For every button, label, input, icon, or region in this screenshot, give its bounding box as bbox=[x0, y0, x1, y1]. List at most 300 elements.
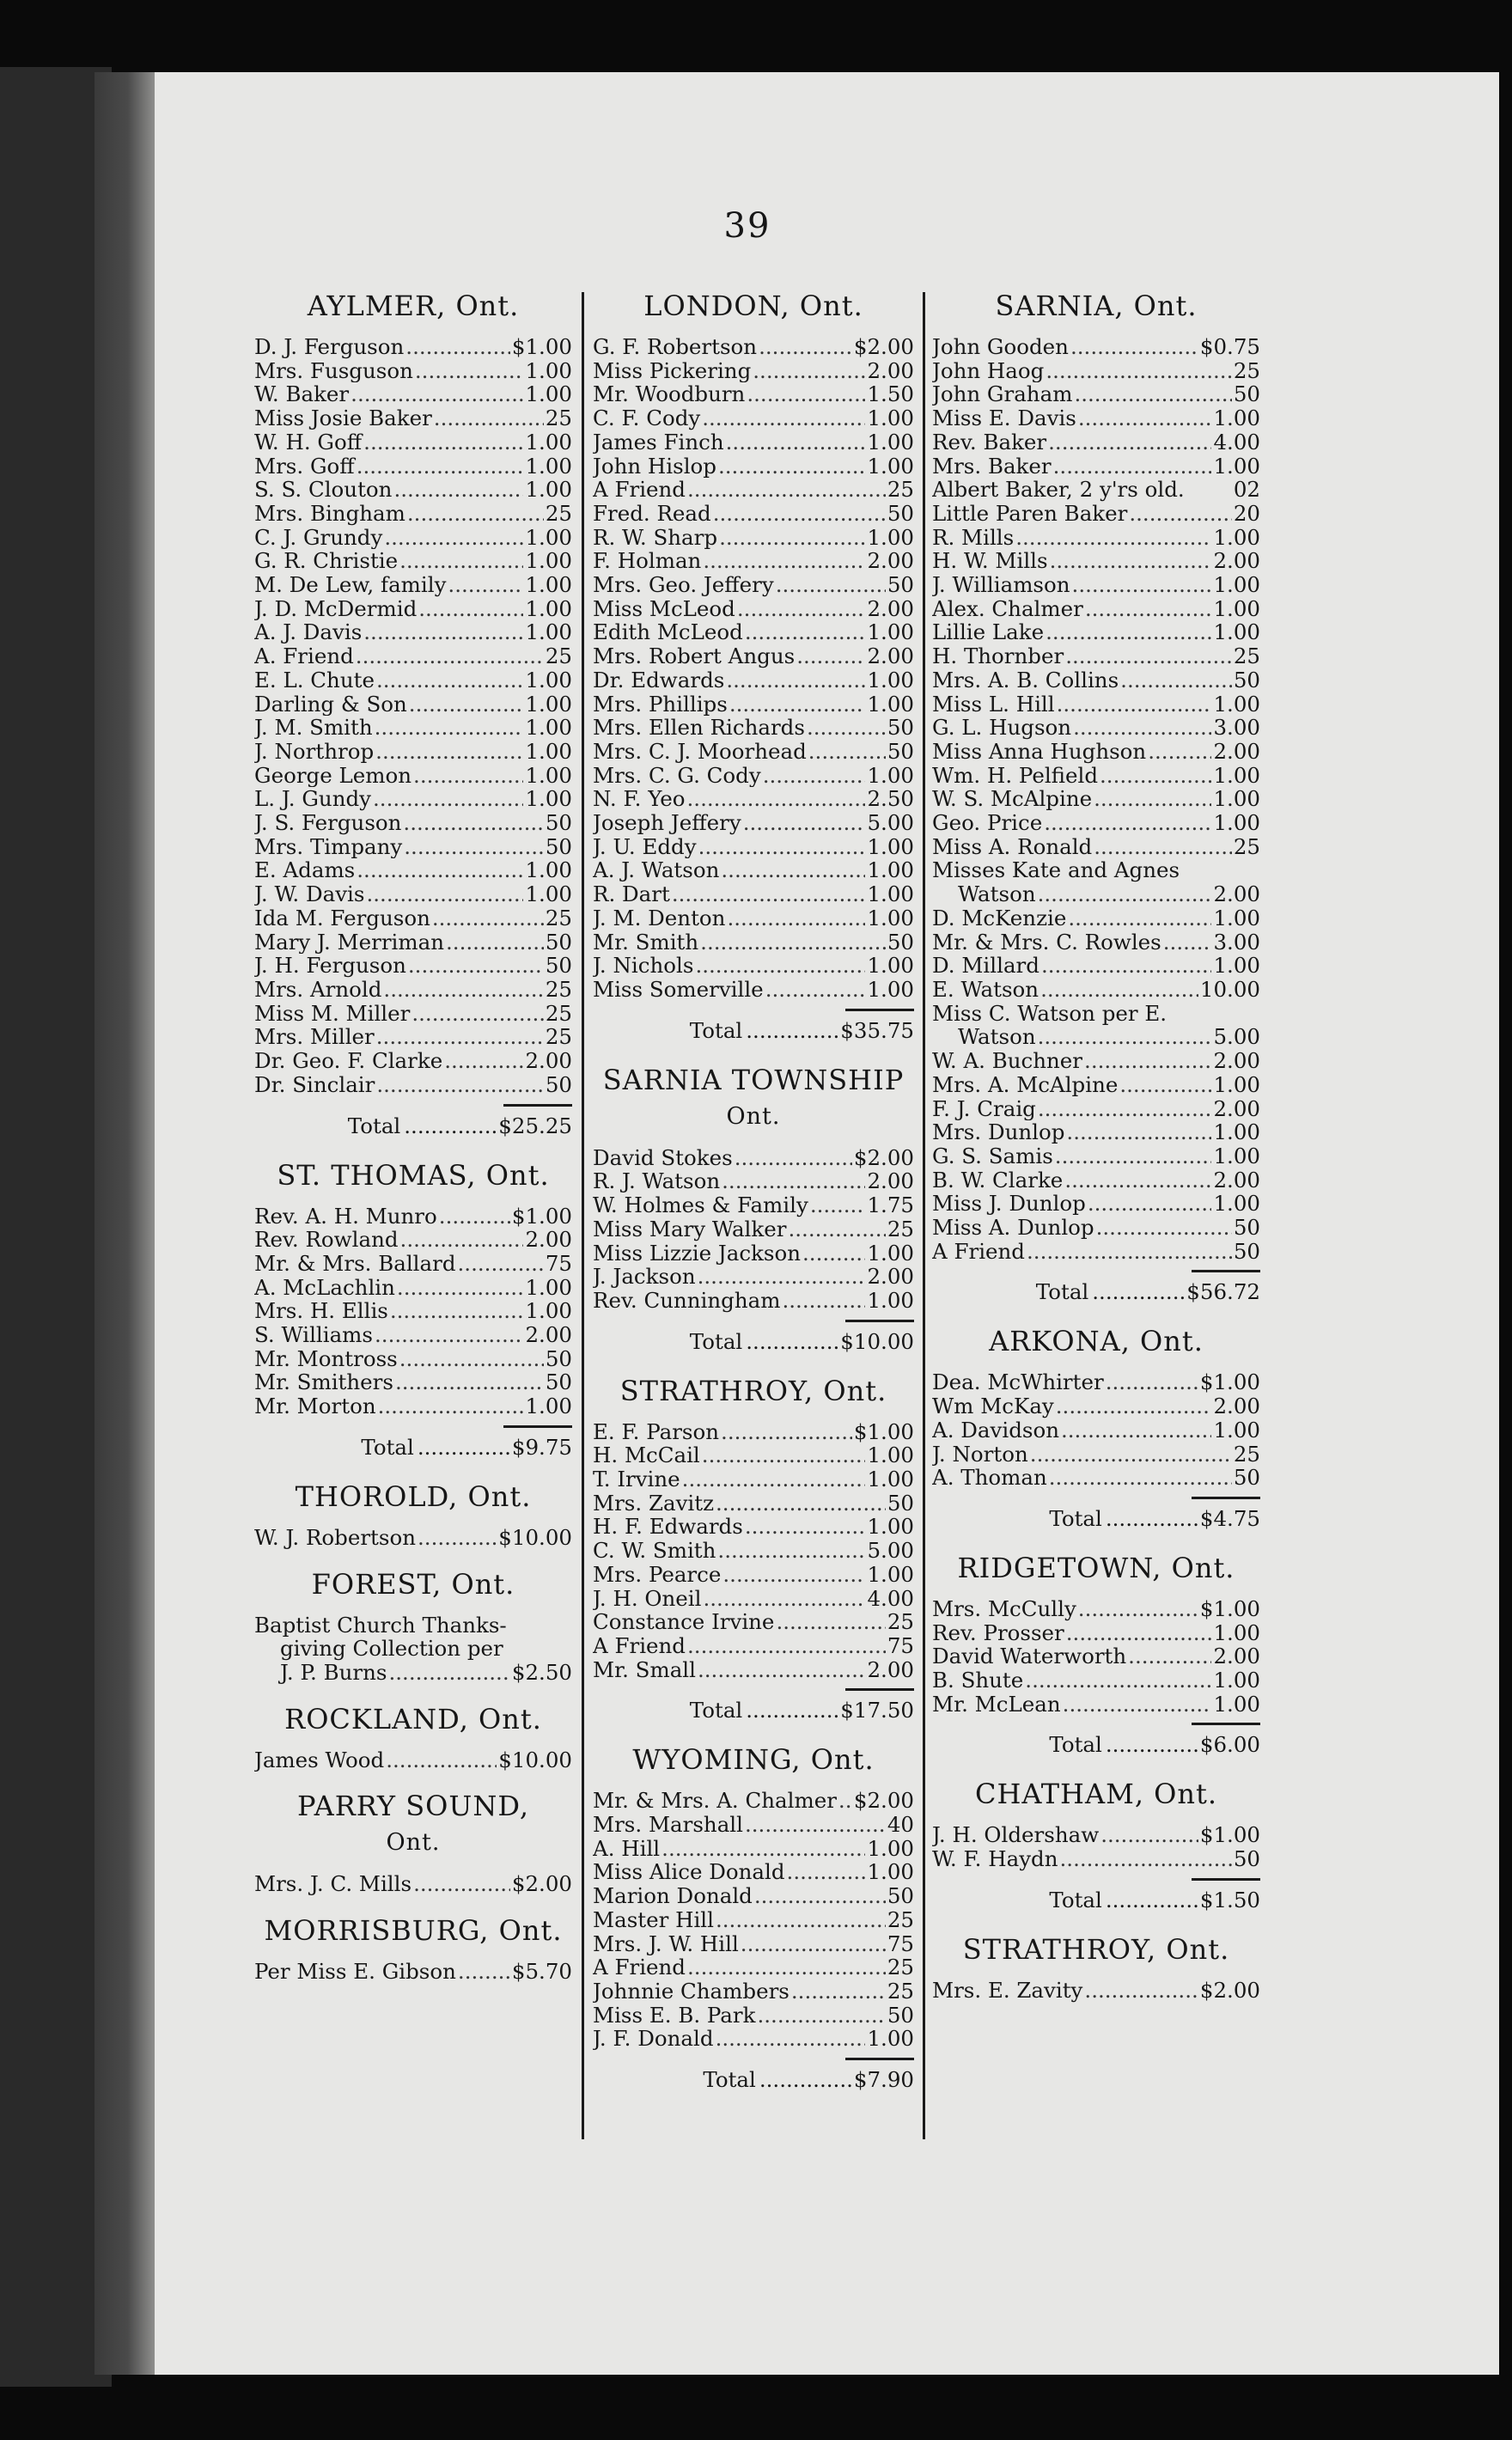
leader-dots bbox=[802, 1241, 865, 1266]
donation-entry bbox=[593, 811, 914, 835]
leader-dots bbox=[458, 1252, 544, 1276]
leader-dots bbox=[399, 1347, 544, 1371]
leader-dots bbox=[745, 620, 866, 644]
donor-name: A. Thoman bbox=[932, 1466, 1047, 1490]
leader-dots bbox=[1106, 1504, 1200, 1534]
donation-entry bbox=[254, 764, 572, 788]
heading-text: ROCKLAND, Ont. bbox=[284, 1702, 542, 1735]
donation-entry bbox=[932, 906, 1260, 930]
donation-amount: $2.00 bbox=[853, 1145, 914, 1170]
leader-dots bbox=[357, 858, 523, 882]
donation-amount: $1.00 bbox=[511, 335, 572, 359]
leader-dots bbox=[444, 1049, 523, 1073]
donation-amount: 1.00 bbox=[1213, 1418, 1260, 1443]
donation-amount: 1.00 bbox=[867, 406, 914, 430]
total-amount: $17.50 bbox=[840, 1698, 914, 1723]
donor-name: Miss A. Ronald bbox=[932, 834, 1093, 859]
donor-name: Per Miss E. Gibson bbox=[254, 1960, 456, 1984]
donor-name: Dr. Geo. F. Clarke bbox=[254, 1049, 443, 1073]
section-total bbox=[932, 1504, 1260, 1534]
donation-amount: 2.00 bbox=[525, 1049, 572, 1073]
section-heading bbox=[254, 1702, 572, 1736]
donor-name: Rev. A. H. Munro bbox=[254, 1204, 437, 1229]
leader-dots bbox=[1119, 1073, 1211, 1097]
leader-dots bbox=[1074, 382, 1231, 406]
donor-name: Mrs. Baker bbox=[932, 454, 1052, 479]
leader-dots bbox=[1030, 1443, 1232, 1467]
donation-amount: 1.00 bbox=[867, 1467, 914, 1491]
donor-name: Mrs. E. Zavity bbox=[932, 1978, 1083, 2003]
donation-amount: 50 bbox=[545, 1370, 572, 1395]
donation-entry bbox=[254, 1073, 572, 1097]
donation-entry bbox=[593, 1539, 914, 1563]
leader-dots bbox=[838, 1789, 852, 1813]
donation-entry bbox=[254, 406, 572, 430]
leader-dots bbox=[1048, 430, 1211, 454]
donor-name: J. Jackson bbox=[593, 1265, 696, 1289]
donation-entry bbox=[593, 858, 914, 882]
donor-name: Mrs. Phillips bbox=[593, 692, 728, 717]
donation-amount: $2.00 bbox=[853, 335, 914, 359]
donor-name: N. F. Yeo bbox=[593, 787, 686, 812]
leader-dots bbox=[373, 787, 523, 811]
donor-name-line: giving Collection per bbox=[280, 1636, 503, 1662]
donation-amount: 2.50 bbox=[867, 787, 914, 812]
leader-dots bbox=[687, 478, 886, 502]
donation-entry bbox=[254, 502, 572, 526]
donor-name: Miss Lizzie Jackson bbox=[593, 1241, 801, 1266]
donation-entry bbox=[932, 478, 1260, 502]
donor-name-line: Misses Kate and Agnes bbox=[932, 857, 1180, 883]
leader-dots bbox=[415, 359, 524, 383]
section-ridgetown-ont bbox=[932, 1551, 1260, 1760]
donation-entry bbox=[593, 906, 914, 930]
donor-name: Miss J. Dunlop bbox=[932, 1192, 1086, 1217]
donor-name: W. J. Robertson bbox=[254, 1525, 417, 1550]
column-3 bbox=[932, 284, 1260, 2020]
donor-name: Constance Irvine bbox=[593, 1610, 775, 1634]
donation-amount: 1.00 bbox=[867, 692, 914, 717]
leader-dots bbox=[759, 2065, 854, 2095]
donation-amount: 4.00 bbox=[867, 1586, 914, 1611]
section-heading bbox=[593, 1063, 914, 1134]
donation-amount: 1.00 bbox=[1213, 620, 1260, 645]
donation-entry bbox=[254, 1002, 572, 1026]
leader-dots bbox=[1094, 835, 1232, 859]
total-amount: $25.25 bbox=[498, 1113, 572, 1138]
leader-dots bbox=[412, 1002, 543, 1026]
donor-name: George Lemon bbox=[254, 763, 412, 788]
donation-entry bbox=[254, 1228, 572, 1252]
donation-amount: 75 bbox=[887, 1931, 914, 1956]
donation-entry bbox=[593, 764, 914, 788]
donor-name: J. W. Davis bbox=[254, 882, 365, 906]
leader-dots bbox=[687, 1634, 886, 1658]
total-rule bbox=[845, 1688, 914, 1691]
donation-entry bbox=[254, 835, 572, 859]
donor-name: T. Irvine bbox=[593, 1467, 680, 1491]
donor-name: C. F. Cody bbox=[593, 406, 701, 430]
heading-text: AYLMER, Ont. bbox=[307, 290, 520, 322]
donor-name: Mrs. A. B. Collins bbox=[932, 668, 1119, 692]
leader-dots bbox=[735, 1146, 852, 1170]
leader-dots bbox=[1085, 597, 1212, 621]
donation-entry bbox=[254, 1276, 572, 1300]
leader-dots bbox=[1070, 335, 1198, 359]
leader-dots bbox=[718, 454, 865, 479]
donation-amount: 1.00 bbox=[525, 1299, 572, 1324]
donation-entry bbox=[593, 430, 914, 454]
donation-amount: 40 bbox=[887, 1813, 914, 1837]
donor-name: S. S. Clouton bbox=[254, 478, 393, 502]
donor-name: H. F. Edwards bbox=[593, 1515, 743, 1540]
leader-dots bbox=[1073, 716, 1211, 740]
section-heading bbox=[593, 1742, 914, 1777]
donation-amount: 1.00 bbox=[867, 1241, 914, 1266]
leader-dots bbox=[662, 1837, 865, 1861]
donor-name: Miss L. Hill bbox=[932, 692, 1055, 717]
section-sarnia-township bbox=[593, 1063, 914, 1357]
leader-dots bbox=[1072, 573, 1212, 597]
donation-entry bbox=[593, 1467, 914, 1491]
donation-entry bbox=[932, 1823, 1260, 1847]
donation-entry bbox=[932, 359, 1260, 383]
leader-dots bbox=[722, 1563, 865, 1587]
heading-text: FOREST, Ont. bbox=[311, 1567, 515, 1601]
donor-name: Fred. Read bbox=[593, 501, 711, 526]
donation-amount: 2.00 bbox=[1213, 882, 1260, 906]
donor-name-line: J. P. Burns bbox=[280, 1660, 387, 1685]
donation-amount: 20 bbox=[1233, 501, 1260, 526]
donor-name: Mr. & Mrs. Ballard bbox=[254, 1251, 456, 1276]
donation-amount: 1.00 bbox=[1213, 454, 1260, 479]
leader-dots bbox=[1129, 502, 1231, 526]
donor-name: Mrs. J. C. Mills bbox=[254, 1872, 412, 1897]
donor-name: Miss Josie Baker bbox=[254, 406, 432, 430]
donation-amount: 2.00 bbox=[867, 596, 914, 621]
donor-name: Miss E. B. Park bbox=[593, 2003, 756, 2028]
donation-entry bbox=[593, 1515, 914, 1539]
donor-name: Mr. Smithers bbox=[254, 1370, 393, 1395]
leader-dots bbox=[754, 1884, 886, 1908]
donation-amount: 25 bbox=[887, 1979, 914, 2004]
donor-name: J. Williamson bbox=[932, 573, 1070, 597]
donor-name: A Friend bbox=[593, 1633, 686, 1658]
leader-dots bbox=[687, 1955, 886, 1979]
donor-name: Mrs. A. McAlpine bbox=[932, 1072, 1119, 1097]
leader-dots bbox=[1084, 1979, 1198, 2003]
donor-name: Mr. Morton bbox=[254, 1394, 376, 1418]
leader-dots bbox=[702, 406, 865, 430]
donor-name: Mrs. Zavitz bbox=[593, 1491, 715, 1516]
donor-name: C. W. Smith bbox=[593, 1539, 716, 1563]
donor-name: Mrs. Robert Angus bbox=[593, 644, 796, 668]
donation-entry bbox=[932, 454, 1260, 479]
donation-amount: 1.00 bbox=[1213, 906, 1260, 930]
donation-entry bbox=[254, 1526, 572, 1550]
leader-dots bbox=[810, 1193, 866, 1217]
donation-entry bbox=[254, 1049, 572, 1073]
donor-name: Mrs. Goff bbox=[254, 454, 355, 479]
donation-amount: 1.00 bbox=[1213, 1692, 1260, 1717]
leader-dots bbox=[434, 406, 544, 430]
leader-dots bbox=[787, 1860, 866, 1884]
donation-amount: 25 bbox=[545, 1025, 572, 1050]
donation-amount: 25 bbox=[545, 644, 572, 668]
leader-dots bbox=[721, 1420, 852, 1444]
donor-name: Rev. Prosser bbox=[932, 1620, 1064, 1645]
section-total bbox=[593, 1327, 914, 1357]
leader-dots bbox=[1092, 1278, 1186, 1307]
donation-amount: 1.00 bbox=[525, 478, 572, 502]
section-parry-sound bbox=[254, 1789, 572, 1896]
donor-name: Miss McLeod bbox=[593, 596, 735, 621]
donation-entry bbox=[932, 430, 1260, 454]
donation-amount: $2.50 bbox=[511, 1660, 572, 1685]
donor-name: J. U. Eddy bbox=[593, 834, 697, 859]
donation-amount: 50 bbox=[887, 1491, 914, 1516]
donor-name: Mrs. Arnold bbox=[254, 977, 382, 1002]
donation-amount: 1.00 bbox=[525, 573, 572, 597]
donation-entry bbox=[932, 644, 1260, 668]
donor-name: Miss E. Davis bbox=[932, 406, 1076, 430]
donor-name: A Friend bbox=[593, 1955, 686, 1979]
donation-amount: 25 bbox=[1233, 358, 1260, 383]
total-rule bbox=[503, 1425, 572, 1428]
donation-entry bbox=[932, 1192, 1260, 1216]
leader-dots bbox=[698, 1265, 866, 1289]
donation-entry bbox=[593, 1908, 914, 1932]
total-label: Total bbox=[361, 1434, 414, 1460]
leader-dots bbox=[376, 668, 523, 692]
leader-dots bbox=[413, 764, 523, 788]
donation-entry bbox=[593, 1860, 914, 1884]
donation-entry bbox=[932, 1216, 1260, 1240]
donation-entry bbox=[254, 573, 572, 597]
donation-amount: 25 bbox=[545, 501, 572, 526]
leader-dots bbox=[386, 1748, 497, 1772]
donation-entry bbox=[254, 978, 572, 1002]
donor-name: Mrs. C. G. Cody bbox=[593, 763, 761, 788]
donation-amount: 25 bbox=[1233, 644, 1260, 668]
donor-name: Lillie Lake bbox=[932, 620, 1045, 645]
donor-name: J. F. Donald bbox=[593, 2027, 714, 2052]
donor-name: H. W. Mills bbox=[932, 549, 1048, 574]
donor-name-line: Watson bbox=[958, 882, 1036, 906]
donor-name: Mrs. Ellen Richards bbox=[593, 716, 805, 740]
donor-name: Mrs. H. Ellis bbox=[254, 1299, 388, 1324]
donor-name: Mrs. Marshall bbox=[593, 1813, 743, 1837]
page-number: 39 bbox=[723, 206, 771, 246]
leader-dots bbox=[776, 573, 886, 597]
donor-name: James Finch bbox=[593, 430, 724, 454]
total-amount: $1.50 bbox=[1199, 1887, 1260, 1912]
donor-name: Dr. Edwards bbox=[593, 668, 725, 692]
donation-amount: $1.00 bbox=[1199, 1370, 1260, 1395]
donor-name: Miss Somerville bbox=[593, 977, 764, 1002]
donation-entry bbox=[932, 882, 1260, 906]
donation-entry bbox=[254, 1025, 572, 1049]
section-morrisburg-ont bbox=[254, 1913, 572, 1984]
donation-amount: 25 bbox=[887, 1610, 914, 1634]
total-amount: $4.75 bbox=[1199, 1505, 1260, 1531]
section-strathroy-ont bbox=[932, 1932, 1260, 2003]
donation-amount: 50 bbox=[545, 811, 572, 835]
donor-name: Miss M. Miller bbox=[254, 1001, 411, 1026]
donation-amount: 1.00 bbox=[1213, 787, 1260, 812]
leader-dots bbox=[700, 930, 886, 955]
donation-entry bbox=[932, 406, 1260, 430]
leader-dots bbox=[703, 1587, 865, 1611]
donation-amount: 2.00 bbox=[1213, 549, 1260, 574]
donation-entry bbox=[593, 882, 914, 906]
donation-entry bbox=[254, 478, 572, 502]
leader-dots bbox=[383, 978, 543, 1002]
donation-amount: 50 bbox=[1233, 1847, 1260, 1871]
leader-dots bbox=[782, 1289, 865, 1313]
donation-entry bbox=[593, 1193, 914, 1217]
donor-name: Mrs. Geo. Jeffery bbox=[593, 573, 774, 597]
leader-dots bbox=[1148, 740, 1211, 764]
donation-amount: 50 bbox=[545, 930, 572, 955]
donation-entry bbox=[593, 573, 914, 597]
donation-entry bbox=[932, 1049, 1260, 1073]
donation-amount: 50 bbox=[1233, 668, 1260, 692]
donation-amount: 3.00 bbox=[1213, 716, 1260, 740]
donation-entry bbox=[593, 478, 914, 502]
section-aylmer-ont bbox=[254, 289, 572, 1141]
section-heading bbox=[254, 1479, 572, 1514]
leader-dots bbox=[1050, 549, 1212, 573]
donor-name: Mr. & Mrs. C. Rowles bbox=[932, 930, 1161, 955]
leader-dots bbox=[808, 740, 886, 764]
donation-entry bbox=[932, 930, 1260, 955]
donation-entry bbox=[932, 835, 1260, 859]
donation-amount: 75 bbox=[545, 1251, 572, 1276]
donation-entry bbox=[593, 1241, 914, 1266]
donation-amount: 2.00 bbox=[525, 1323, 572, 1347]
donation-amount: 1.00 bbox=[1213, 692, 1260, 717]
donation-entry bbox=[932, 716, 1260, 740]
section-total bbox=[593, 1016, 914, 1046]
donor-name: J. Nichols bbox=[593, 954, 694, 978]
column-divider-1 bbox=[582, 292, 584, 2139]
donation-entry bbox=[593, 502, 914, 526]
donation-entry bbox=[593, 954, 914, 978]
donation-entry bbox=[593, 597, 914, 621]
donation-entry bbox=[254, 430, 572, 454]
donation-entry bbox=[932, 1693, 1260, 1717]
subheading-text: Ont. bbox=[386, 1829, 441, 1857]
multiline-entry bbox=[254, 1613, 572, 1685]
leader-dots bbox=[446, 930, 544, 955]
donation-amount: 2.00 bbox=[867, 1169, 914, 1194]
leader-dots bbox=[702, 1443, 866, 1467]
leader-dots bbox=[1100, 764, 1211, 788]
donation-entry bbox=[593, 359, 914, 383]
donation-amount: 3.00 bbox=[1213, 930, 1260, 955]
section-total bbox=[932, 1730, 1260, 1760]
donation-entry bbox=[932, 502, 1260, 526]
subheading-text: Ont. bbox=[726, 1102, 781, 1130]
donor-name: G. F. Robertson bbox=[593, 335, 758, 359]
donation-entry bbox=[932, 1394, 1260, 1418]
donation-amount: 1.00 bbox=[525, 882, 572, 906]
section-heading bbox=[932, 1932, 1260, 1967]
donor-name: Edith McLeod bbox=[593, 620, 743, 645]
donor-name: Wm McKay bbox=[932, 1394, 1054, 1418]
section-chatham-ont bbox=[932, 1777, 1260, 1914]
donor-name: W. H. Goff bbox=[254, 430, 363, 454]
donor-name: A. J. Watson bbox=[593, 858, 720, 883]
donor-name: A. Hill bbox=[593, 1836, 661, 1861]
leader-dots bbox=[439, 1205, 510, 1229]
donation-entry bbox=[932, 740, 1260, 764]
leader-dots bbox=[753, 359, 865, 383]
donation-entry bbox=[254, 644, 572, 668]
donor-name: Joseph Jeffery bbox=[593, 811, 741, 835]
donation-entry bbox=[254, 335, 572, 359]
donation-entry bbox=[593, 1420, 914, 1444]
leader-dots bbox=[743, 811, 866, 835]
donor-name: David Waterworth bbox=[932, 1644, 1127, 1669]
donation-entry bbox=[932, 764, 1260, 788]
donor-name: E. Watson bbox=[932, 977, 1040, 1002]
total-amount: $10.00 bbox=[840, 1328, 914, 1354]
donor-name: James Wood bbox=[254, 1748, 385, 1772]
donation-amount: 2.00 bbox=[867, 549, 914, 574]
total-amount: $56.72 bbox=[1186, 1279, 1260, 1305]
leader-dots bbox=[1066, 1621, 1212, 1645]
donation-amount: 50 bbox=[545, 1346, 572, 1371]
donation-entry bbox=[593, 716, 914, 740]
donor-name-line: Baptist Church Thanks- bbox=[254, 1612, 507, 1638]
donation-entry bbox=[593, 406, 914, 430]
donation-amount: 1.00 bbox=[525, 668, 572, 692]
total-label: Total bbox=[347, 1113, 401, 1138]
leader-dots bbox=[745, 1515, 866, 1539]
donation-entry bbox=[254, 1252, 572, 1276]
donation-amount: 50 bbox=[887, 1884, 914, 1908]
donation-amount: 1.00 bbox=[867, 882, 914, 906]
leader-dots bbox=[399, 549, 523, 573]
leader-dots bbox=[746, 1696, 840, 1725]
donation-entry bbox=[932, 526, 1260, 550]
donation-amount: 1.00 bbox=[867, 1860, 914, 1885]
total-rule bbox=[845, 1320, 914, 1322]
leader-dots bbox=[745, 1813, 886, 1837]
leader-dots bbox=[1015, 526, 1211, 550]
donor-name: J. M. Denton bbox=[593, 906, 726, 930]
donor-name: John Graham bbox=[932, 382, 1073, 407]
donation-amount: 2.00 bbox=[1213, 1644, 1260, 1669]
leader-dots bbox=[1057, 692, 1212, 717]
donation-amount: 02 bbox=[1233, 478, 1260, 502]
donation-entry bbox=[593, 2004, 914, 2028]
donation-entry bbox=[593, 740, 914, 764]
leader-dots bbox=[1056, 1394, 1212, 1418]
leader-dots bbox=[763, 764, 866, 788]
donation-amount: 1.00 bbox=[525, 549, 572, 574]
leader-dots bbox=[1025, 1668, 1211, 1693]
donation-entry bbox=[932, 1168, 1260, 1193]
leader-dots bbox=[716, 1908, 886, 1932]
donation-entry bbox=[254, 1323, 572, 1347]
leader-dots bbox=[404, 1112, 498, 1141]
heading-text: SARNIA TOWNSHIP bbox=[602, 1063, 905, 1096]
donor-name: J. H. Ferguson bbox=[254, 954, 406, 978]
donation-entry bbox=[593, 1979, 914, 2004]
